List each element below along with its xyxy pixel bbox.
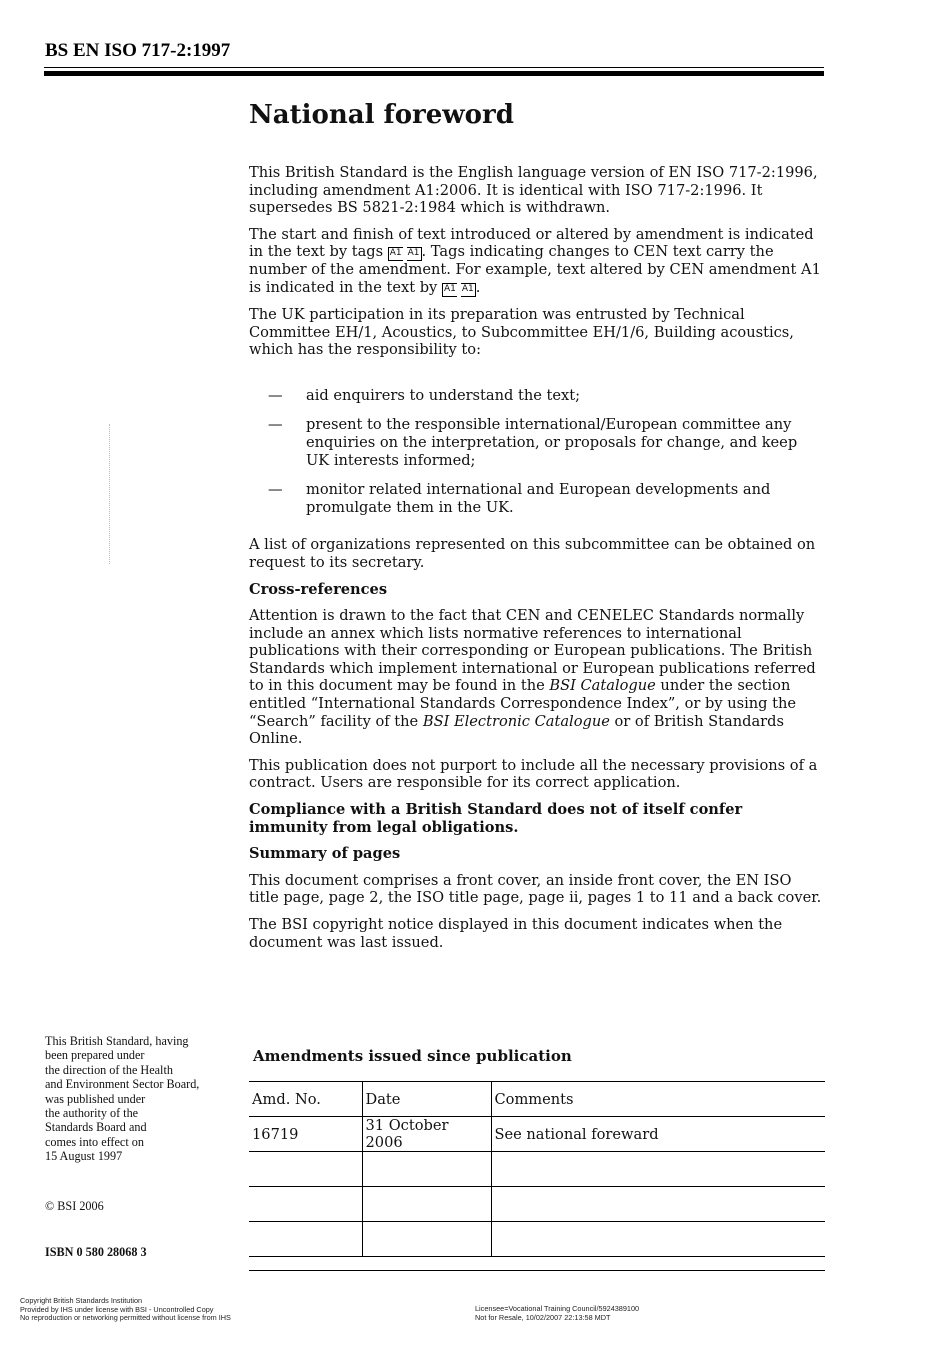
table-row — [249, 1117, 825, 1152]
participation-paragraph: The UK participation in its preparation was entrusted by Technical Committee EH/1, Acoustics, to Subcommittee EH/1/6, Building acoustics, which has the responsibility to: — [249, 305, 794, 359]
page-title: National foreword — [249, 100, 514, 130]
sidebar-line: 15 August 1997 — [45, 1149, 123, 1164]
cross-ref-text-1: Attention is drawn to the fact that CEN and CENELEC Standards normally include an annex which lists normative references to international publications with their corresponding or European publications. The British Standards which implement international or European publications referred to in this document may be found in the — [249, 607, 816, 695]
sidebar-line: the direction of the Health — [45, 1062, 173, 1077]
table-row — [249, 1222, 825, 1257]
amendments-title: Amendments issued since publication — [253, 1047, 572, 1065]
cell-amd-no — [249, 1152, 362, 1187]
list-item-text: present to the responsible international/European committee any enquiries on the interpretation, or proposals for change, and keep UK interests informed; — [306, 416, 798, 469]
list-item — [249, 481, 824, 516]
tag-open-icon: A1 — [388, 247, 403, 261]
amendment-tags-paragraph — [249, 226, 824, 297]
footer-line: Copyright British Standards Institution — [20, 1296, 143, 1305]
cell-date — [362, 1187, 491, 1222]
intro-paragraph: This British Standard is the English language version of EN ISO 717-2:1996, including amendment A1:2006. It is identical with ISO 717-2:1996. It supersedes BS 5821-2:1984 which is withdrawn. — [249, 164, 818, 217]
compliance-statement: Compliance with a British Standard does not of itself confer immunity from legal obligations. — [249, 801, 743, 836]
table-row — [249, 1152, 825, 1187]
sidebar-line: been prepared under — [45, 1048, 145, 1063]
footer-line: No reproduction or networking permitted without license from IHS — [20, 1313, 231, 1323]
standard-id: BS EN ISO 717-2:1997 — [45, 40, 231, 61]
disclaimer-paragraph: This publication does not purport to include all the necessary provisions of a contract. Users are responsible for its correct application. — [249, 756, 818, 792]
bsi-catalogue-ref: BSI Catalogue — [549, 677, 656, 695]
cell-date: 31 October 2006 — [362, 1117, 491, 1152]
list-item-text: aid enquirers to understand the text; — [306, 386, 581, 404]
cell-amd-no: 16719 — [249, 1117, 362, 1152]
tag-close-icon: A1 — [461, 283, 476, 297]
tags-text-b: . Tags indicating changes to CEN text carry the number of the amendment. For example, text altered by CEN amendment A1 is indicated in the text by — [249, 243, 821, 296]
cell-date — [362, 1222, 491, 1257]
cell-comments — [491, 1222, 825, 1257]
main-content — [249, 164, 824, 960]
list-item — [249, 416, 824, 469]
summary-paragraph: This document comprises a front cover, an inside front cover, the EN ISO title page, page 2, the ISO title page, page ii, pages 1 to 11 and a back cover. — [249, 871, 822, 907]
table-row — [249, 1187, 825, 1222]
copyright-label: © BSI 2006 — [45, 1199, 104, 1213]
bottom-rule — [249, 1270, 825, 1271]
bsi-electronic-catalogue-ref: BSI Electronic Catalogue — [422, 712, 610, 730]
publication-sidebar — [45, 1034, 235, 1164]
header-date: Date — [362, 1082, 491, 1117]
header-rule-thin — [44, 67, 824, 68]
sidebar-line: Standards Board and — [45, 1120, 147, 1135]
responsibilities-list — [249, 387, 824, 517]
cross-references-paragraph — [249, 607, 824, 748]
tags-text-a: The start and finish of text introduced or altered by amendment is indicated in the text by tags — [249, 225, 814, 261]
tags-text-c: . — [475, 278, 481, 296]
cell-comments: See national foreward — [491, 1117, 825, 1152]
sidebar-line: the authority of the — [45, 1106, 139, 1121]
cross-ref-text-2: under the section entitled “International Standards Correspondence Index”, or by using the “Search” facility of the — [249, 677, 797, 730]
header-comments: Comments — [491, 1082, 825, 1117]
isbn-label: ISBN 0 580 28068 3 — [45, 1245, 147, 1259]
cell-comments — [491, 1187, 825, 1222]
summary-heading: Summary of pages — [249, 845, 401, 863]
cell-amd-no — [249, 1222, 362, 1257]
cell-comments — [491, 1152, 825, 1187]
dash-marker: — — [268, 386, 283, 404]
tag-close-icon: A1 — [407, 247, 422, 261]
dash-marker: — — [268, 416, 283, 434]
list-item — [249, 387, 824, 405]
table-header-row — [249, 1082, 825, 1117]
organizations-paragraph: A list of organizations represented on this subcommittee can be obtained on request to its secretary. — [249, 536, 816, 571]
cell-date — [362, 1152, 491, 1187]
list-item-text: monitor related international and European developments and promulgate them in the UK. — [306, 481, 771, 516]
footer-left — [20, 1297, 231, 1323]
dash-marker: — — [268, 481, 283, 499]
tag-open-icon: A1 — [442, 283, 457, 297]
header-amd-no: Amd. No. — [249, 1082, 362, 1117]
footer-line: Provided by IHS under license with BSI - Uncontrolled Copy — [20, 1304, 214, 1314]
footer-right — [475, 1305, 639, 1322]
footer-line: Not for Resale, 10/02/2007 22:13:58 MDT — [475, 1312, 611, 1322]
sidebar-line: This British Standard, having — [45, 1034, 189, 1048]
footer-line: Licensee=Vocational Training Council/5924389100 — [475, 1304, 640, 1313]
cell-amd-no — [249, 1187, 362, 1222]
sidebar-line: and Environment Sector Board, — [45, 1077, 200, 1092]
cross-references-heading: Cross-references — [249, 580, 388, 598]
header-rule-thick — [44, 71, 824, 76]
amendments-table — [249, 1081, 825, 1257]
copyright-note-paragraph: The BSI copyright notice displayed in this document indicates when the document was last issued. — [249, 916, 783, 951]
sidebar-line: was published under — [45, 1091, 146, 1106]
cross-ref-text-3: or of British Standards Online. — [249, 712, 784, 748]
margin-scan-mark — [109, 424, 111, 564]
sidebar-line: comes into effect on — [45, 1134, 144, 1149]
